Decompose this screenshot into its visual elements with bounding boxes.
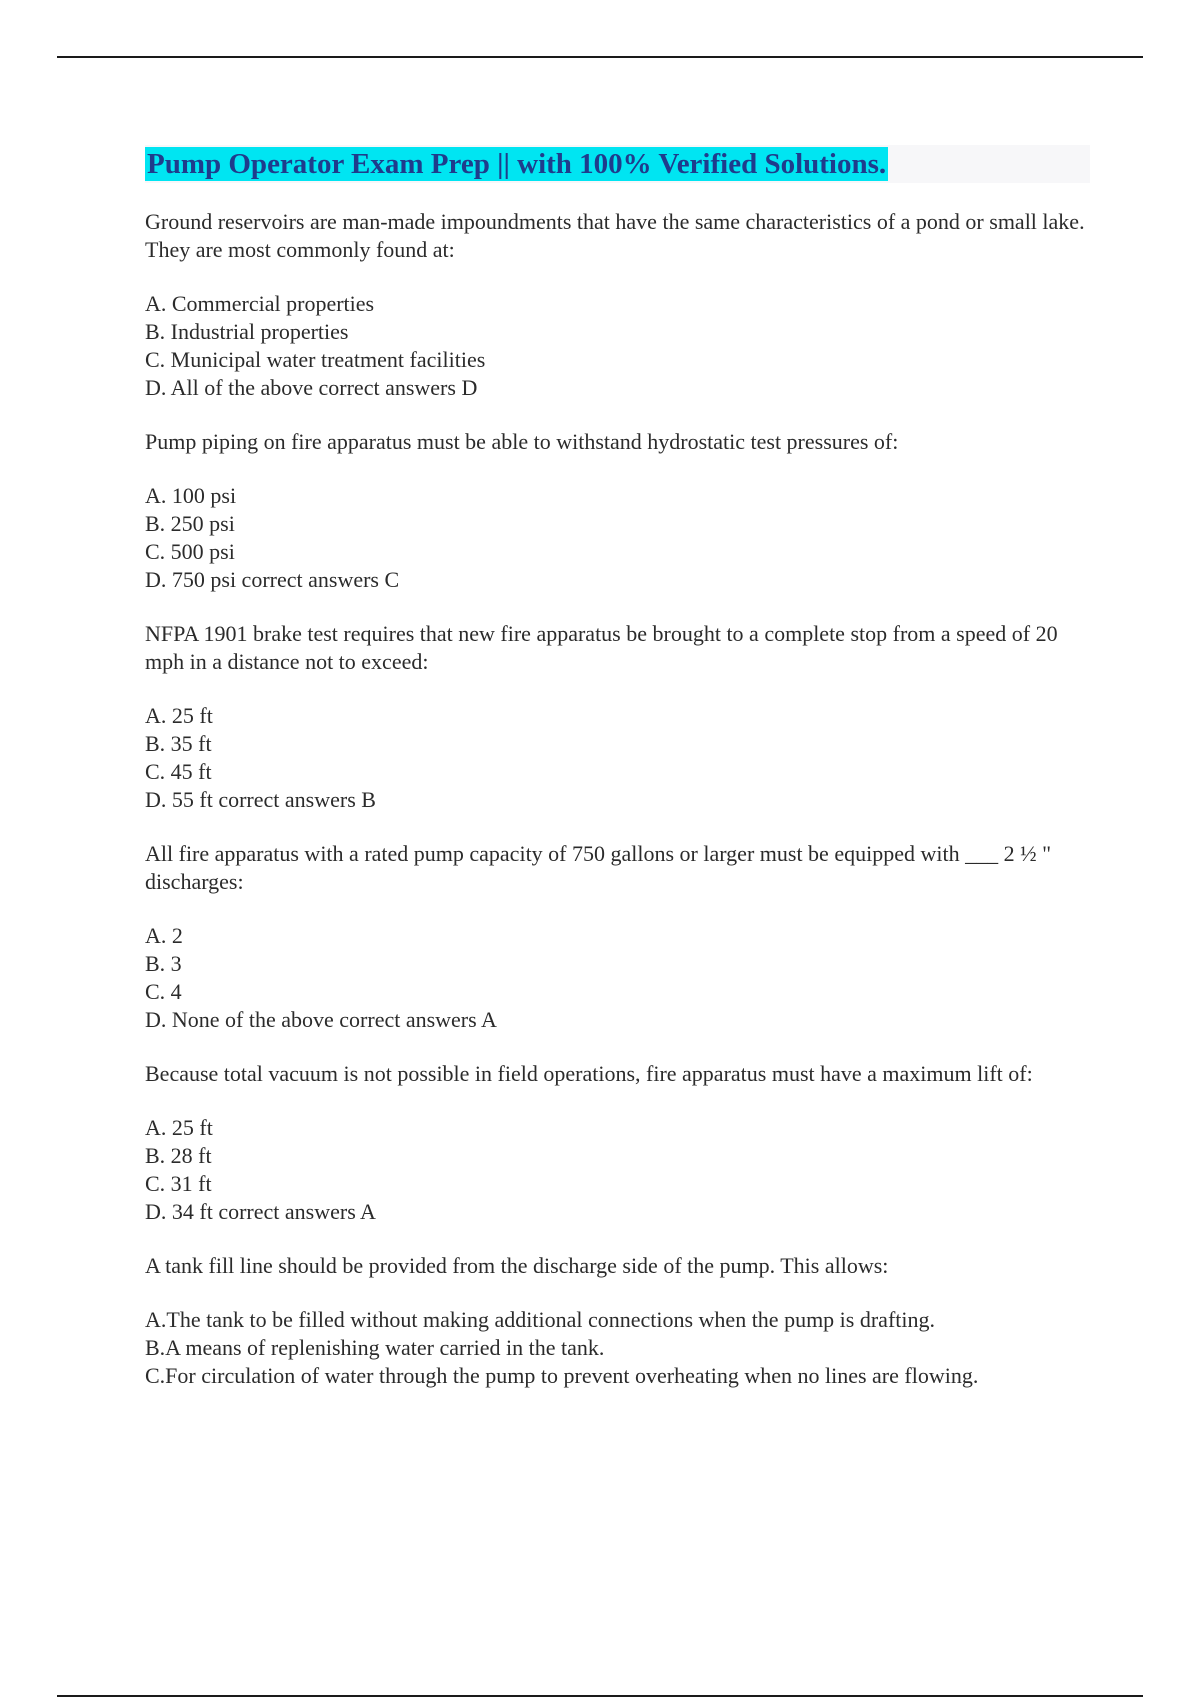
answer-option: C. 4 <box>145 979 182 1004</box>
answer-option: A. 2 <box>145 923 183 948</box>
answer-option: D. None of the above correct answers A <box>145 1007 497 1032</box>
answer-options <box>145 482 1090 594</box>
footer-rule <box>57 1695 1143 1697</box>
question-text: All fire apparatus with a rated pump capacity of 750 gallons or larger must be equipped with ___ 2 ½ " discharges: <box>145 841 1052 894</box>
answer-option: A. 100 psi <box>145 483 237 508</box>
answer-options <box>145 1114 1090 1226</box>
question-block <box>145 428 1090 594</box>
question-block <box>145 208 1090 402</box>
question-block <box>145 1252 1090 1390</box>
question-block <box>145 840 1090 1034</box>
answer-option: D. 34 ft correct answers A <box>145 1199 376 1224</box>
answer-option: C. 500 psi <box>145 539 235 564</box>
answer-option: B. 3 <box>145 951 182 976</box>
answer-option: A. Commercial properties <box>145 291 375 316</box>
answer-options <box>145 702 1090 814</box>
answer-option: A. 25 ft <box>145 1115 213 1140</box>
answer-option: B. 35 ft <box>145 731 212 756</box>
question-block <box>145 620 1090 814</box>
title-bar <box>145 145 1090 183</box>
question-text: Because total vacuum is not possible in field operations, fire apparatus must have a maximum lift of: <box>145 1061 1033 1086</box>
answer-option: D. 750 psi correct answers C <box>145 567 400 592</box>
answer-options <box>145 922 1090 1034</box>
answer-option: C. Municipal water treatment facilities <box>145 347 486 372</box>
answer-option: C. 45 ft <box>145 759 212 784</box>
question-text: NFPA 1901 brake test requires that new fire apparatus be brought to a complete stop from a speed of 20 mph in a distance not to exceed: <box>145 621 1058 674</box>
answer-option: D. All of the above correct answers D <box>145 375 478 400</box>
document-body <box>145 145 1090 1390</box>
question-text: A tank fill line should be provided from the discharge side of the pump. This allows: <box>145 1253 889 1278</box>
answer-options <box>145 1306 1090 1390</box>
answer-option: A. 25 ft <box>145 703 213 728</box>
answer-option: C. 31 ft <box>145 1171 212 1196</box>
answer-option: D. 55 ft correct answers B <box>145 787 376 812</box>
answer-option: A.The tank to be filled without making additional connections when the pump is drafting. <box>145 1307 936 1332</box>
question-text: Pump piping on fire apparatus must be able to withstand hydrostatic test pressures of: <box>145 429 899 454</box>
header-rule <box>57 56 1143 58</box>
question-text: Ground reservoirs are man-made impoundments that have the same characteristics of a pond or small lake. They are most commonly found at: <box>145 209 1085 262</box>
answer-option: B. 250 psi <box>145 511 235 536</box>
answer-options <box>145 290 1090 402</box>
question-block <box>145 1060 1090 1226</box>
answer-option: B.A means of replenishing water carried in the tank. <box>145 1335 605 1360</box>
answer-option: B. Industrial properties <box>145 319 349 344</box>
document-title: Pump Operator Exam Prep || with 100% Verified Solutions. <box>147 148 887 180</box>
answer-option: C.For circulation of water through the pump to prevent overheating when no lines are flowing. <box>145 1363 979 1388</box>
answer-option: B. 28 ft <box>145 1143 212 1168</box>
